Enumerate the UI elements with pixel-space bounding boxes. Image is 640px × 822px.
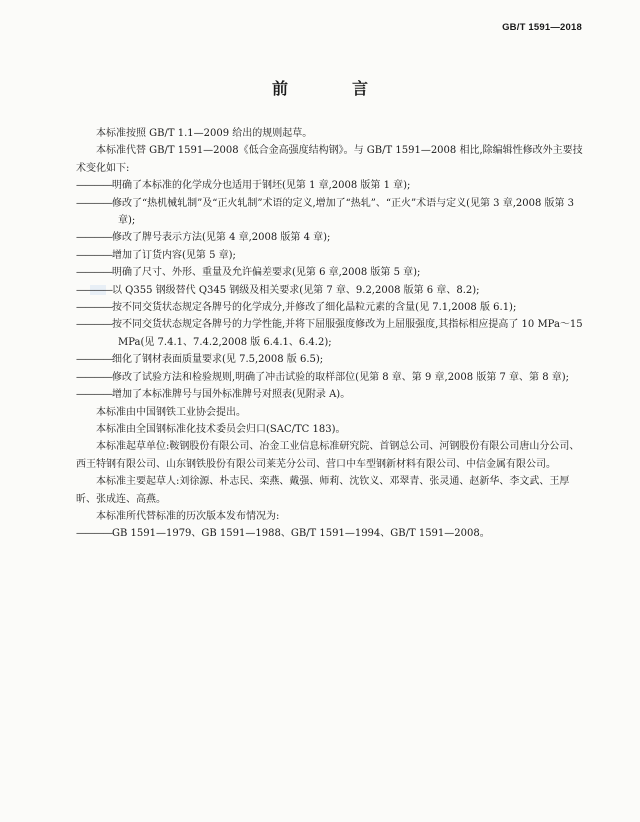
change-item: ———— 修改了牌号表示方法(见第 4 章,2008 版第 4 章);: [76, 229, 586, 246]
change-item: ———— 增加了本标准牌号与国外标准牌号对照表(见附录 A)。: [76, 386, 586, 403]
paragraph-replacement: 本标准代替 GB/T 1591—2008《低合金高强度结构钢》。与 GB/T 1591—2008 相比,除编辑性修改外主要技术变化如下:: [76, 145, 583, 174]
foreword-body: [76, 125, 586, 543]
change-item: ———— 细化了钢材表面质量要求(见 7.5,2008 版 6.5);: [76, 351, 586, 368]
paragraph-committee: 本标准由全国钢标准化技术委员会归口(SAC/TC 183)。: [96, 423, 346, 435]
paragraph-proposer: 本标准由中国钢铁工业协会提出。: [96, 406, 246, 418]
paragraph-drafters: 本标准主要起草人:刘徐源、朴志民、栾燕、戴强、师莉、沈钦义、邓翠青、张灵通、赵新华、李文武、王厚昕、张成连、高燕。: [76, 476, 570, 505]
change-item: ———— 按不同交货状态规定各牌号的力学性能,并将下屈服强度修改为上屈服强度,其指标相应提高了 10 MPa～15 MPa(见 7.4.1、7.4.2,2008 版 6.4.1、6.4.2);: [76, 316, 586, 351]
change-item: ———— 修改了试验方法和检验规则,明确了冲击试验的取样部位(见第 8 章、第 9 章,2008 版第 7 章、第 8 章);: [76, 369, 586, 386]
history-item: ———— GB 1591—1979、GB 1591—1988、GB/T 1591—1994、GB/T 1591—2008。: [76, 525, 586, 542]
paragraph-drafting-units: 本标准起草单位:鞍钢股份有限公司、冶金工业信息标准研究院、首钢总公司、河钢股份有限公司唐山分公司、西王特钢有限公司、山东钢铁股份有限公司莱芜分公司、营口中车型钢新材料有限公司、中信金属有限公司。: [76, 441, 580, 470]
page-title: 前 言: [271, 79, 392, 98]
change-item: ———— 增加了订货内容(见第 5 章);: [76, 247, 586, 264]
change-item: ———— 以 Q355 钢级替代 Q345 钢级及相关要求(见第 7 章、9.2,2008 版第 6 章、8.2);: [76, 282, 586, 299]
change-item: ———— 明确了本标准的化学成分也适用于钢坯(见第 1 章,2008 版第 1 章);: [76, 177, 586, 194]
paragraph-drafting-rules: 本标准按照 GB/T 1.1—2009 给出的规则起草。: [96, 128, 313, 139]
paragraph-history-intro: 本标准所代替标准的历次版本发布情况为:: [96, 510, 280, 522]
change-item: ———— 明确了尺寸、外形、重量及允许偏差要求(见第 6 章,2008 版第 5 章);: [76, 264, 586, 281]
standard-code: GB/T 1591—2018: [502, 22, 582, 33]
changes-list: [76, 177, 586, 403]
change-item: ———— 修改了“热机械轧制”及“正火轧制”术语的定义,增加了“热轧”、“正火”术语与定义(见第 3 章,2008 版第 3 章);: [76, 195, 586, 230]
change-item: ———— 按不同交货状态规定各牌号的化学成分,并修改了细化晶粒元素的含量(见 7.1,2008 版 6.1);: [76, 299, 586, 316]
